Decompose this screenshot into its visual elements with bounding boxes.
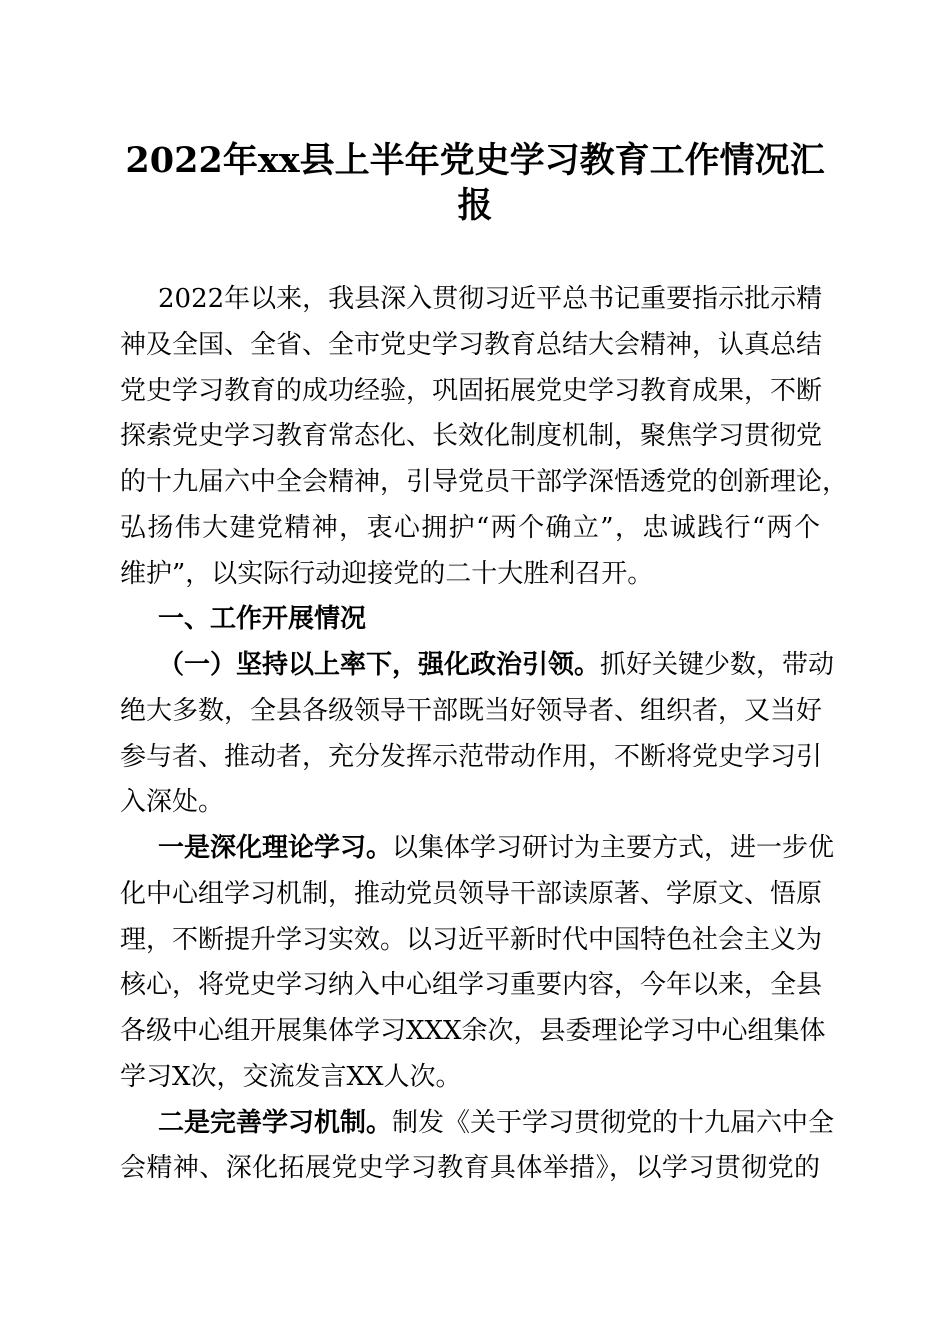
paragraph-text: 党史学习教育的成功经验，巩固拓展党史学习教育成果，不断: [120, 375, 823, 406]
paragraph-text: 制发《关于学习贯彻党的十九届六中全: [392, 1107, 835, 1138]
paragraph-line: [120, 735, 823, 781]
paragraph-text: 理，不断提升学习实效。以习近平新时代中国特色社会主义为: [120, 924, 823, 955]
paragraph-text: 学习X次，交流发言XX人次。: [120, 1061, 462, 1092]
paragraph-line: [120, 323, 823, 369]
document-body: [120, 277, 849, 1192]
paragraph-text: 神及全国、全省、全市党史学习教育总结大会精神，认真总结: [120, 329, 823, 360]
paragraph-line: [120, 643, 835, 689]
paragraph-line: [120, 780, 820, 826]
paragraph-line: [120, 369, 823, 415]
paragraph-line: [120, 552, 820, 598]
paragraph-line: [120, 918, 823, 964]
paragraph-line: [120, 963, 823, 1009]
paragraph-line: [120, 872, 823, 918]
title-line: 2022年xx县上半年党史学习教育工作情况汇: [125, 140, 825, 181]
paragraph-line: [120, 689, 823, 735]
paragraph-text: 会精神、深化拓展党史学习教育具体举措》，以学习贯彻党的: [120, 1153, 820, 1184]
paragraph-text: 弘扬伟大建党精神，衷心拥护“两个确立”，忠诚践行“两个: [120, 512, 820, 543]
paragraph-line: [120, 1009, 826, 1055]
paragraph-line: [120, 277, 823, 323]
paragraph-text: 抓好关键少数，带动: [600, 650, 835, 680]
paragraph-line: [120, 414, 823, 460]
bold-lead-in: 二是完善学习机制。: [158, 1107, 393, 1138]
document-title: [110, 138, 840, 228]
paragraph-text: 探索党史学习教育常态化、长效化制度机制，聚焦学习贯彻党: [120, 421, 823, 452]
bold-lead-in: （一）坚持以上率下，强化政治引领。: [158, 650, 601, 680]
paragraph-line: [120, 826, 835, 872]
paragraph-text: 维护”，以实际行动迎接党的二十大胜利召开。: [120, 558, 654, 589]
paragraph-line: [120, 460, 849, 506]
paragraph-text: 以集体学习研讨为主要方式，进一步优: [392, 833, 835, 863]
paragraph-text: 2022年以来，我县深入贯彻习近平总书记重要指示批示精: [158, 284, 823, 314]
paragraph-text: 入深处。: [120, 787, 225, 818]
paragraph-line: [120, 1101, 835, 1147]
bold-lead-in: 一是深化理论学习。: [158, 833, 393, 863]
paragraph-text: 的十九届六中全会精神，引导党员干部学深悟透党的创新理论，: [120, 467, 849, 497]
paragraph-text: 参与者、推动者，充分发挥示范带动作用，不断将党史学习引: [120, 741, 823, 772]
paragraph-text: 化中心组学习机制，推动党员领导干部读原著、学原文、悟原: [120, 878, 823, 909]
paragraph-line: [120, 506, 820, 552]
paragraph-text: 各级中心组开展集体学习XXX余次，县委理论学习中心组集体: [120, 1016, 826, 1046]
section-heading: 一、工作开展情况: [158, 604, 367, 635]
paragraph-line: [120, 1055, 820, 1101]
paragraph-line: [120, 1146, 820, 1192]
paragraph-text: 绝大多数，全县各级领导干部既当好领导者、组织者，又当好: [120, 695, 823, 726]
paragraph-text: 核心，将党史学习纳入中心组学习重要内容，今年以来，全县: [120, 970, 823, 1001]
title-line: 报: [457, 185, 493, 226]
